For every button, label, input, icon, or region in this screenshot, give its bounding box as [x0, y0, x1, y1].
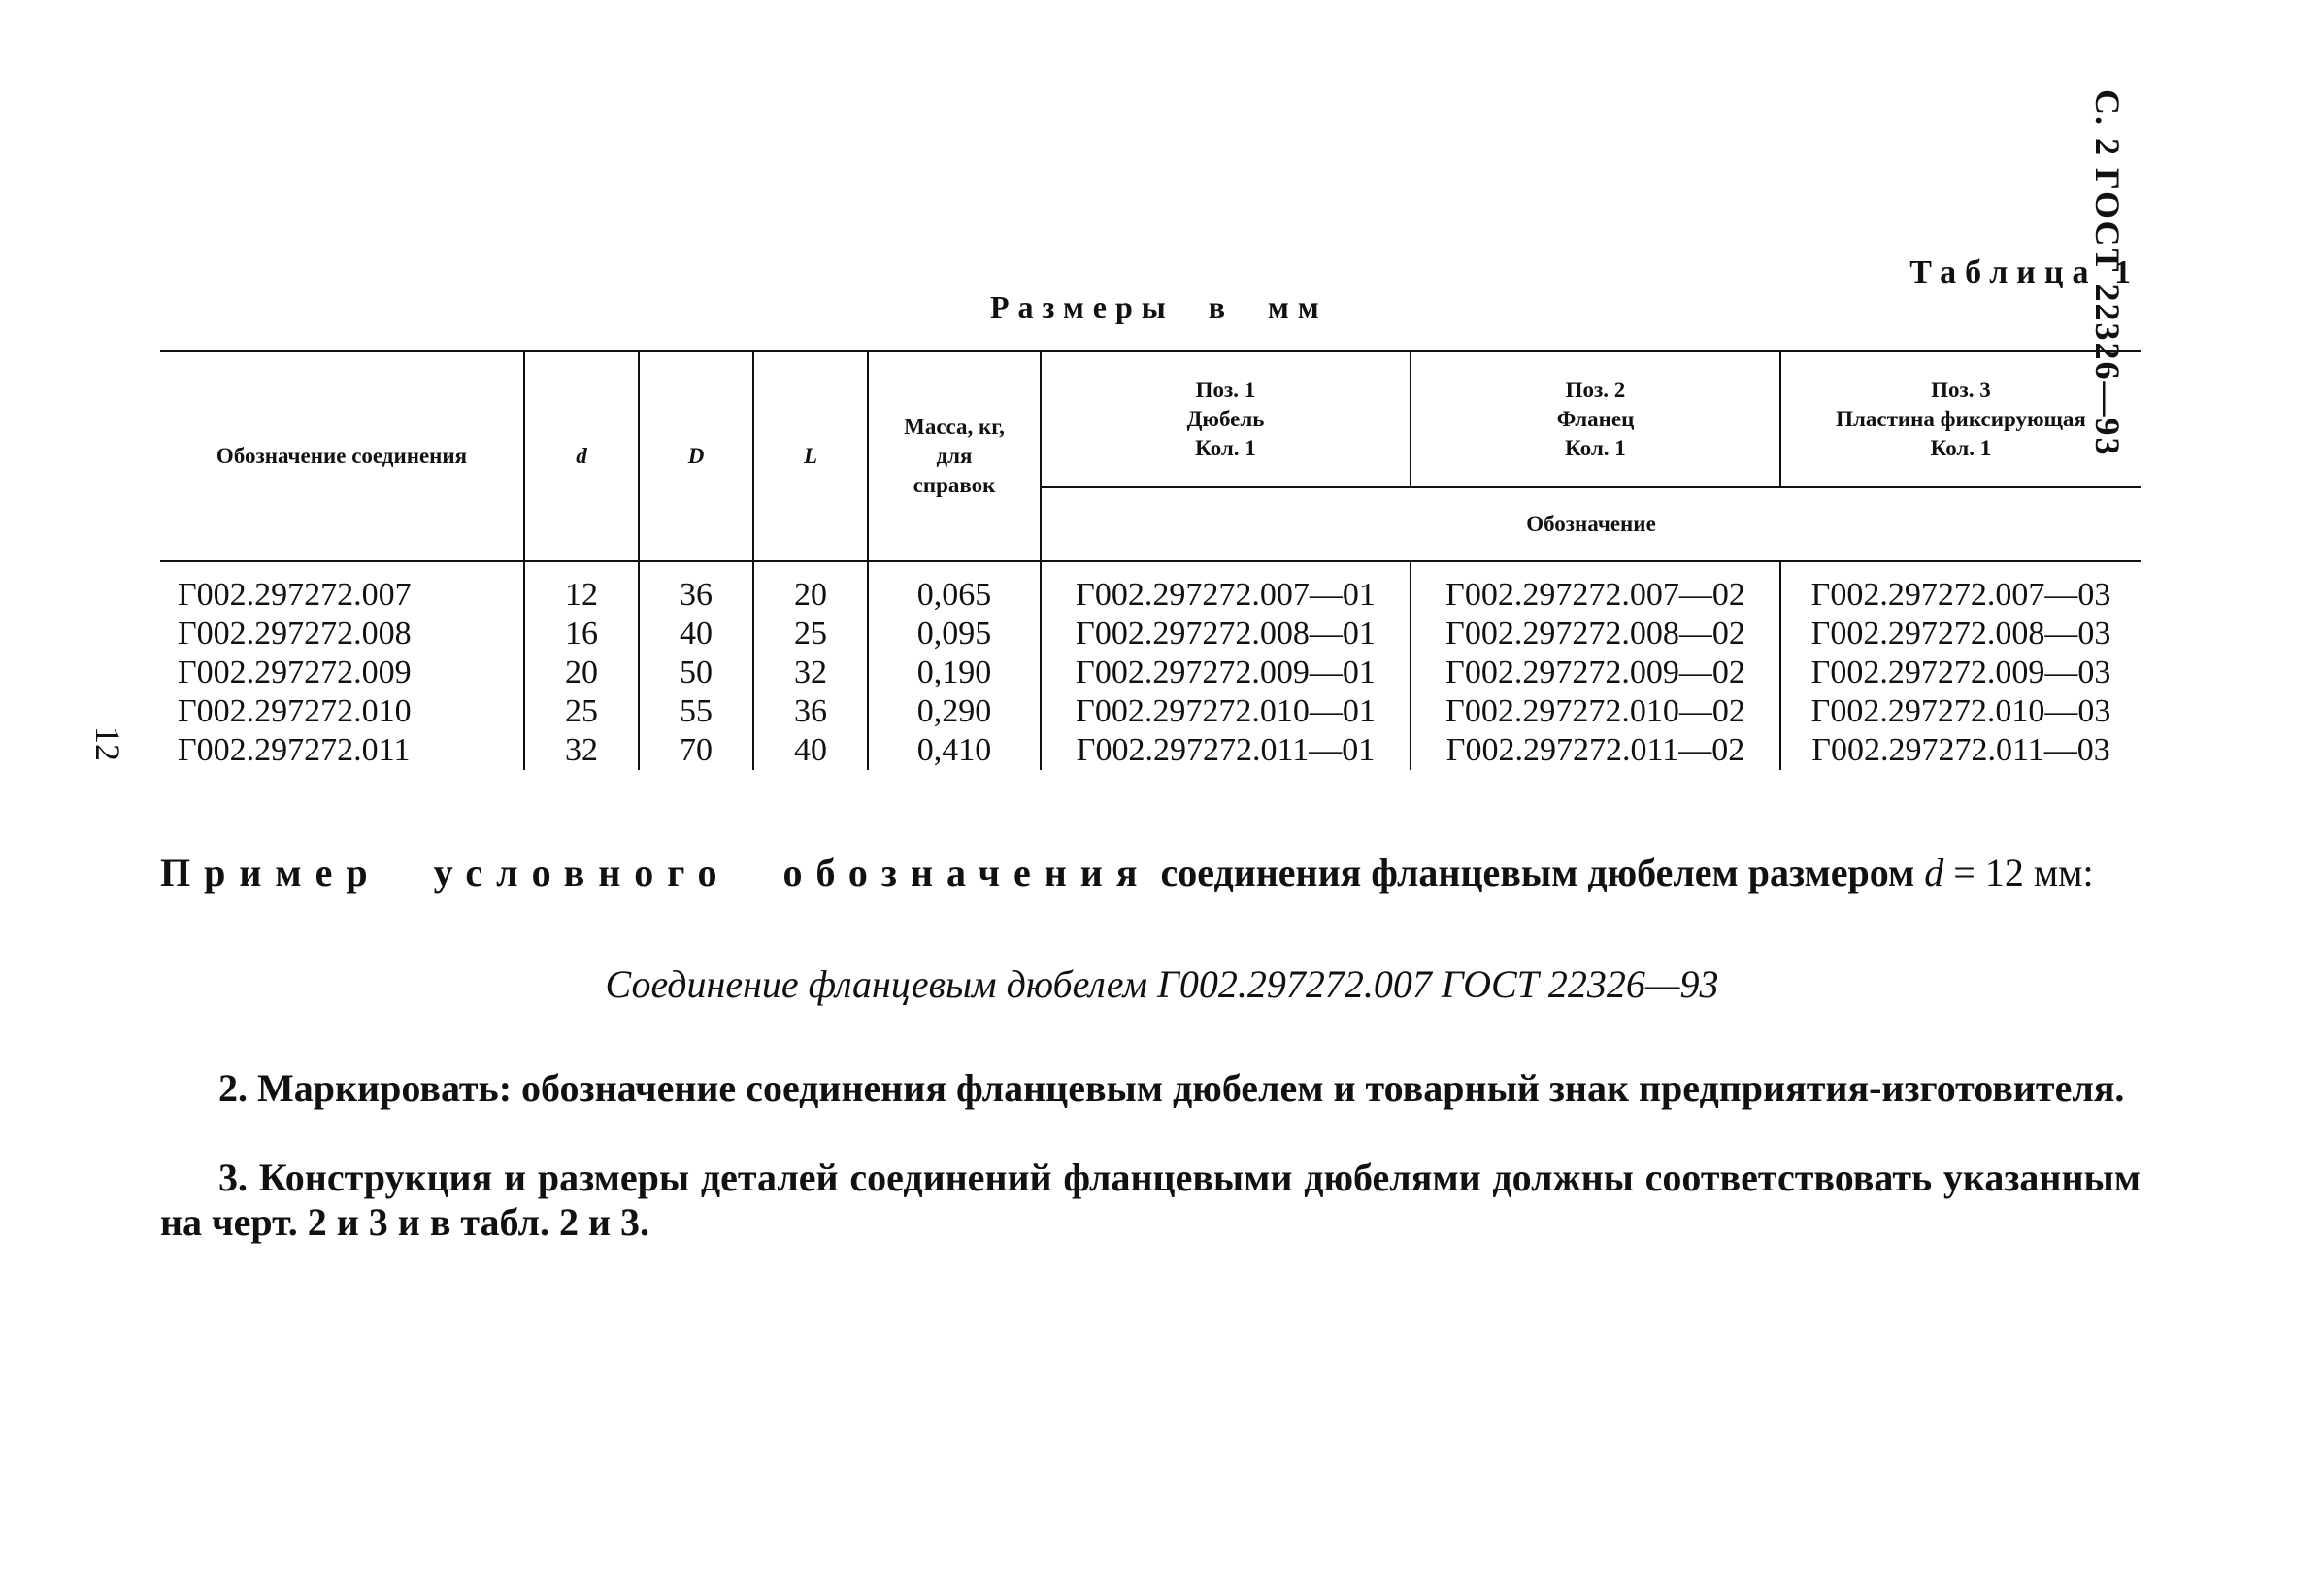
- cell-mass: 0,410: [868, 731, 1041, 770]
- cell-designation: Г002.297272.010: [178, 692, 412, 729]
- cell-D: 40: [639, 615, 753, 653]
- pos2-line-1: Поз. 2: [1565, 377, 1626, 402]
- cell-designation: Г002.297272.008: [178, 615, 412, 652]
- mass-line-1: Масса, кг,: [904, 414, 1005, 439]
- cell-mass: 0,095: [868, 615, 1041, 653]
- col-header-pos3: [1780, 352, 2141, 487]
- pos1-line-1: Поз. 1: [1195, 377, 1256, 402]
- cell-D: 50: [639, 653, 753, 692]
- col-header-pos2: [1411, 352, 1780, 487]
- example-paragraph: [160, 851, 2141, 895]
- mass-line-2: для: [936, 443, 973, 468]
- example-var: d: [1924, 851, 1944, 894]
- col-header-mass: [868, 352, 1041, 561]
- pos3-line-1: Поз. 3: [1931, 377, 1991, 402]
- cell-L: 36: [753, 692, 868, 731]
- cell-L: 40: [753, 731, 868, 770]
- cell-pos1: Г002.297272.007—01: [1041, 576, 1411, 615]
- table-row: [160, 653, 2141, 692]
- col-header-designation: Обозначение соединения: [160, 352, 524, 561]
- cell-pos2: Г002.297272.007—02: [1411, 576, 1780, 615]
- dimensions-table: [160, 350, 2141, 770]
- example-designation-text: Соединение фланцевым дюбелем Г002.297272.007 ГОСТ 22326—93: [605, 962, 1719, 1006]
- cell-d: 20: [524, 653, 639, 692]
- cell-designation: Г002.297272.007: [178, 576, 412, 613]
- cell-mass: 0,290: [868, 692, 1041, 731]
- cell-pos2: Г002.297272.008—02: [1411, 615, 1780, 653]
- cell-designation: Г002.297272.011: [178, 731, 411, 768]
- cell-D: 70: [639, 731, 753, 770]
- pos3-line-3: Кол. 1: [1930, 435, 1992, 460]
- col-header-d: d: [524, 352, 639, 561]
- table-row: [160, 615, 2141, 653]
- cell-pos1: Г002.297272.009—01: [1041, 653, 1411, 692]
- units-label: Размеры в мм: [990, 289, 1328, 324]
- cell-pos3: Г002.297272.008—03: [1780, 615, 2141, 653]
- example-lead: Пример условного обозначения: [160, 851, 1151, 894]
- col-subheader-designation: Обозначение: [1041, 487, 2141, 561]
- example-value: = 12 мм:: [1953, 851, 2094, 894]
- cell-mass: 0,065: [868, 576, 1041, 615]
- pos1-line-3: Кол. 1: [1195, 435, 1256, 460]
- paragraph-3: 3. Конструкция и размеры деталей соединений фланцевыми дюбелями должны соответствовать указанным на черт. 2 и 3 и в табл. 2 и 3.: [160, 1156, 2141, 1244]
- cell-d: 16: [524, 615, 639, 653]
- cell-designation: Г002.297272.009: [178, 653, 412, 690]
- cell-pos3: Г002.297272.011—03: [1780, 731, 2141, 770]
- cell-pos1: Г002.297272.010—01: [1041, 692, 1411, 731]
- mass-line-3: справок: [913, 472, 996, 497]
- paragraph-2: 2. Маркировать: обозначение соединения фланцевым дюбелем и товарный знак предприятия-изготовителя.: [218, 1066, 2125, 1110]
- cell-pos3: Г002.297272.007—03: [1780, 576, 2141, 615]
- pos3-line-2: Пластина фиксирующая: [1836, 406, 2086, 431]
- cell-d: 32: [524, 731, 639, 770]
- cell-pos2: Г002.297272.011—02: [1411, 731, 1780, 770]
- cell-d: 12: [524, 576, 639, 615]
- cell-mass: 0,190: [868, 653, 1041, 692]
- cell-d: 25: [524, 692, 639, 731]
- example-rest: соединения фланцевым дюбелем размером: [1160, 851, 1915, 894]
- cell-D: 55: [639, 692, 753, 731]
- cell-pos3: Г002.297272.009—03: [1780, 653, 2141, 692]
- cell-pos1: Г002.297272.011—01: [1041, 731, 1411, 770]
- example-designation: [0, 961, 2324, 1007]
- cell-pos2: Г002.297272.009—02: [1411, 653, 1780, 692]
- cell-pos2: Г002.297272.010—02: [1411, 692, 1780, 731]
- table-row: [160, 731, 2141, 770]
- side-running-header: С. 2 ГОСТ 22326—93: [2088, 89, 2127, 457]
- cell-L: 20: [753, 576, 868, 615]
- cell-L: 32: [753, 653, 868, 692]
- col-header-pos1: [1041, 352, 1411, 487]
- table-header-row: [160, 352, 2141, 487]
- col-header-L: L: [753, 352, 868, 561]
- cell-pos1: Г002.297272.008—01: [1041, 615, 1411, 653]
- table-row: [160, 576, 2141, 615]
- pos2-line-3: Кол. 1: [1565, 435, 1626, 460]
- cell-D: 36: [639, 576, 753, 615]
- table-label: Таблица 1: [1909, 254, 2140, 290]
- page-number: 12: [88, 726, 127, 761]
- col-header-D: D: [639, 352, 753, 561]
- cell-L: 25: [753, 615, 868, 653]
- pos1-line-2: Дюбель: [1186, 406, 1265, 431]
- cell-pos3: Г002.297272.010—03: [1780, 692, 2141, 731]
- table-row: [160, 692, 2141, 731]
- pos2-line-2: Фланец: [1556, 406, 1635, 431]
